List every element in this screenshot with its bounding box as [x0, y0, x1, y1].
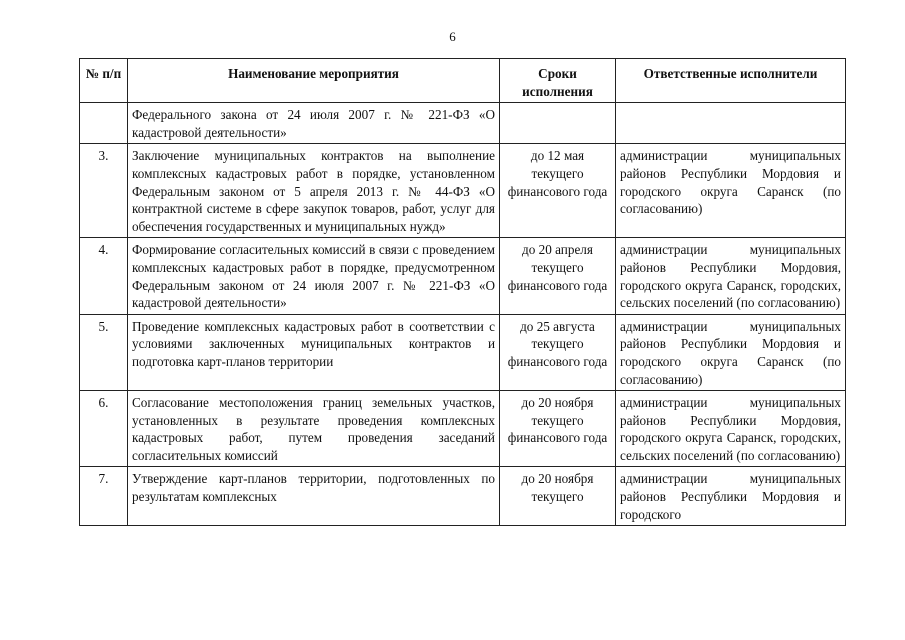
- row-term: до 12 мая текущего финансового года: [500, 144, 616, 238]
- row-term: до 20 ноября текущего: [500, 467, 616, 526]
- row-name: Проведение комплексных кадастровых работ в соответствии с условиями заключенных муниципальных контрактов и подготовка карт-планов территории: [128, 314, 500, 390]
- row-term: до 20 ноября текущего финансового года: [500, 391, 616, 467]
- header-term: Сроки исполнения: [500, 59, 616, 103]
- page-number: 6: [449, 29, 456, 44]
- row-resp: администрации муниципальных районов Республики Мордовия и городского: [616, 467, 846, 526]
- table-row: [80, 103, 846, 144]
- header-name: Наименование мероприятия: [128, 59, 500, 103]
- row-num: 7.: [80, 467, 128, 526]
- row-name: Федерального закона от 24 июля 2007 г. № 221-ФЗ «О кадастровой деятельности»: [128, 103, 500, 144]
- row-num: 6.: [80, 391, 128, 467]
- table-header-row: [80, 59, 846, 103]
- row-resp: [616, 103, 846, 144]
- row-resp: администрации муниципальных районов Республики Мордовия, городского округа Саранск, городских, сельских поселений (по согласованию): [616, 391, 846, 467]
- row-term: до 20 апреля текущего финансового года: [500, 238, 616, 314]
- table-row: [80, 391, 846, 467]
- row-name: Заключение муниципальных контрактов на выполнение комплексных кадастровых работ в порядке, установленном Федеральным законом от 5 апреля 2013 г. № 44-ФЗ «О контрактной системе в сфере закупок товаров, работ, услуг для обеспечения государственных и муниципальных нужд»: [128, 144, 500, 238]
- row-name: Формирование согласительных комиссий в связи с проведением комплексных кадастровых работ в порядке, предусмотренном Федеральным законом от 24 июля 2007 г. № 221-ФЗ «О кадастровой деятельности»: [128, 238, 500, 314]
- header-resp: Ответственные исполнители: [616, 59, 846, 103]
- row-num: 5.: [80, 314, 128, 390]
- row-resp: администрации муниципальных районов Республики Мордовия, городского округа Саранск, городских, сельских поселений (по согласованию): [616, 238, 846, 314]
- row-num: 3.: [80, 144, 128, 238]
- row-name: Утверждение карт-планов территории, подготовленных по результатам комплексных: [128, 467, 500, 526]
- row-term: [500, 103, 616, 144]
- header-num: № п/п: [80, 59, 128, 103]
- activities-table: [79, 58, 846, 526]
- row-resp: администрации муниципальных районов Республики Мордовия и городского округа Саранск (по согласованию): [616, 314, 846, 390]
- table-row: [80, 238, 846, 314]
- table-row: [80, 467, 846, 526]
- row-resp: администрации муниципальных районов Республики Мордовия и городского округа Саранск (по согласованию): [616, 144, 846, 238]
- table-row: [80, 144, 846, 238]
- row-num: 4.: [80, 238, 128, 314]
- row-term: до 25 августа текущего финансового года: [500, 314, 616, 390]
- row-num: [80, 103, 128, 144]
- table-row: [80, 314, 846, 390]
- row-name: Согласование местоположения границ земельных участков, установленных в результате проведения комплексных кадастровых работ, путем проведения заседаний согласительных комиссий: [128, 391, 500, 467]
